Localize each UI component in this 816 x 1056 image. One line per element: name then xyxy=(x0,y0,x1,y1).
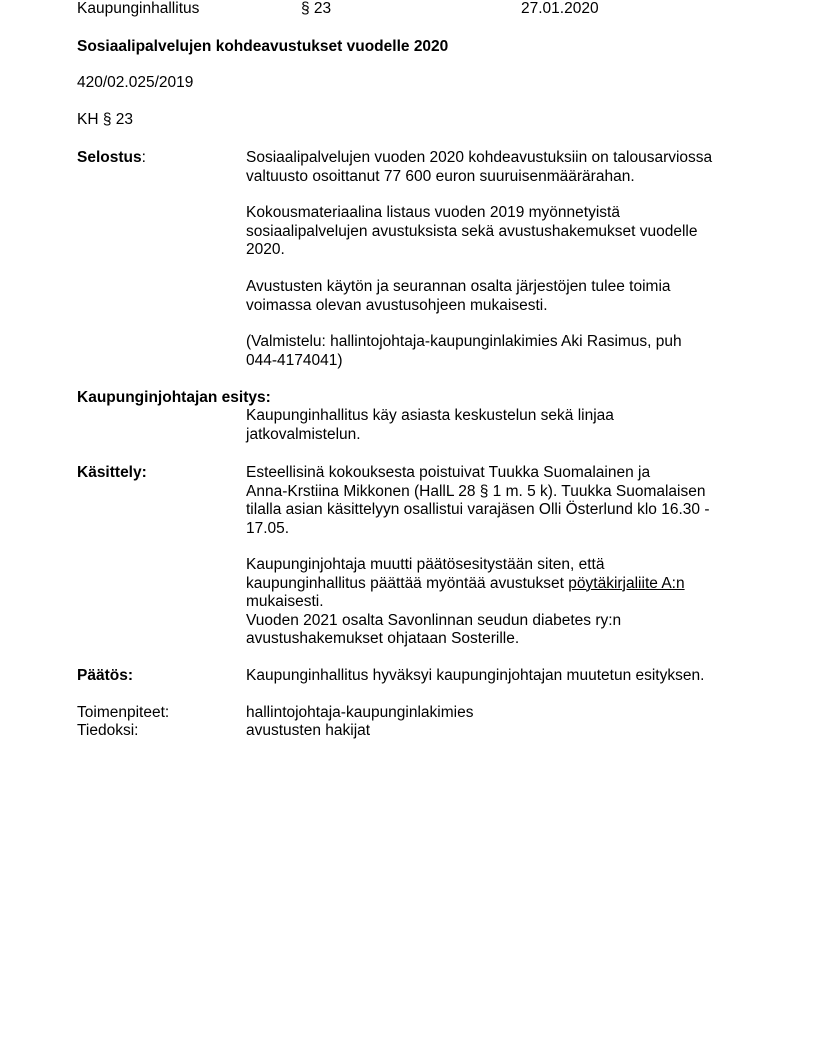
tiedoksi-label: Tiedoksi: xyxy=(77,722,139,739)
kasittely-label: Käsittely: xyxy=(77,464,147,481)
selostus-paragraph-3: Avustusten käytön ja seurannan osalta järjestöjen tulee toimia voimassa olevan avustusohjeen mukaisesti. xyxy=(246,278,671,314)
header-date: 27.01.2020 xyxy=(521,0,599,17)
poytakirjaliite-link[interactable]: pöytäkirjaliite A:n xyxy=(568,574,685,592)
kasittely-paragraph-2: Kaupunginjohtaja muutti päätösesitystään siten, että kaupunginhallitus päättää myöntää avustukset pöytäkirjaliite A:n mukaisesti. Vuoden 2021 osalta Savonlinnan seudun diabetes ry:n avustushakemukset ohjataan Sosterille. xyxy=(246,556,685,647)
selostus-paragraph-1: Sosiaalipalvelujen vuoden 2020 kohdeavustuksiin on talousarviossa valtuusto osoittanut 77 600 euron suuruisenmäärärahan. xyxy=(246,149,713,185)
header-body: Kaupunginhallitus xyxy=(77,0,200,17)
selostus-label: Selostus: xyxy=(77,149,146,166)
paatos-label: Päätös: xyxy=(77,667,133,684)
section-reference: KH § 23 xyxy=(77,111,134,128)
header-section: § 23 xyxy=(301,0,332,17)
toimenpiteet-value: hallintojohtaja-kaupunginlakimies xyxy=(246,704,474,721)
document-title: Sosiaalipalvelujen kohdeavustukset vuodelle 2020 xyxy=(77,38,449,55)
esitys-paragraph: Kaupunginhallitus käy asiasta keskustelun sekä linjaa jatkovalmistelun. xyxy=(246,407,614,443)
kasittely-paragraph-1: Esteellisinä kokouksesta poistuivat Tuukka Suomalainen ja Anna-Krstiina Mikkonen (HallL 28 § 1 m. 5 k). Tuukka Suomalaisen tilalla asian käsittelyyn osallistui varajäsen Olli Österlund klo 16.30 - 17.05. xyxy=(246,464,710,537)
selostus-paragraph-4: (Valmistelu: hallintojohtaja-kaupunginlakimies Aki Rasimus, puh 044-4174041) xyxy=(246,333,682,369)
paatos-text: Kaupunginhallitus hyväksyi kaupunginjohtajan muutetun esityksen. xyxy=(246,667,705,684)
tiedoksi-value: avustusten hakijat xyxy=(246,722,371,739)
toimenpiteet-label: Toimenpiteet: xyxy=(77,704,170,721)
selostus-paragraph-2: Kokousmateriaalina listaus vuoden 2019 myönnetyistä sosiaalipalvelujen avustuksista sekä avustushakemukset vuodelle 2020. xyxy=(246,204,698,258)
diary-number: 420/02.025/2019 xyxy=(77,74,194,91)
esitys-label: Kaupunginjohtajan esitys: xyxy=(77,389,271,406)
